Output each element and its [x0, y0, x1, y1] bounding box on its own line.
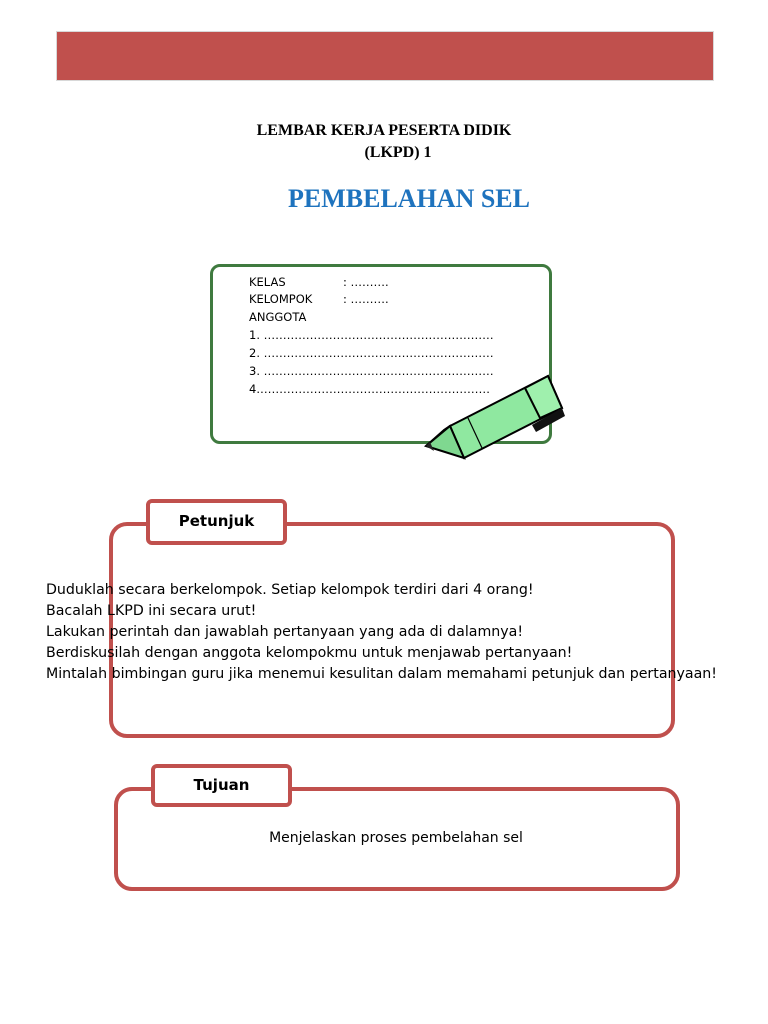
header-banner [56, 31, 714, 81]
kelas-field[interactable]: : ………. [343, 275, 389, 289]
kelas-label: KELAS [249, 275, 286, 289]
petunjuk-tab: Petunjuk [146, 499, 287, 545]
worksheet-number: (LKPD) 1 [364, 144, 432, 161]
worksheet-heading: LEMBAR KERJA PESERTA DIDIK [256, 122, 512, 139]
instruction-2: Bacalah LKPD ini secara urut! [46, 603, 257, 619]
instruction-1: Duduklah secara berkelompok. Setiap kelompok terdiri dari 4 orang! [46, 582, 534, 598]
member-field-1[interactable]: 1. …………………………………………………… [249, 328, 494, 342]
member-field-4[interactable]: 4.…………………………………………………… [249, 382, 490, 396]
instruction-5: Mintalah bimbingan guru jika menemui kesulitan dalam memahami petunjuk dan pertanyaan! [46, 666, 717, 682]
anggota-label: ANGGOTA [249, 310, 307, 324]
tujuan-text: Menjelaskan proses pembelahan sel [269, 830, 523, 846]
tujuan-tab: Tujuan [151, 764, 292, 807]
pencil-icon [420, 368, 570, 468]
instruction-4: Berdiskusilah dengan anggota kelompokmu untuk menjawab pertanyaan! [46, 645, 573, 661]
kelompok-label: KELOMPOK [249, 292, 313, 306]
kelompok-field[interactable]: : ………. [343, 292, 389, 306]
page-title: PEMBELAHAN SEL [288, 184, 530, 213]
member-field-2[interactable]: 2. …………………………………………………… [249, 346, 494, 360]
member-field-3[interactable]: 3. …………………………………………………… [249, 364, 494, 378]
instruction-3: Lakukan perintah dan jawablah pertanyaan yang ada di dalamnya! [46, 624, 524, 640]
